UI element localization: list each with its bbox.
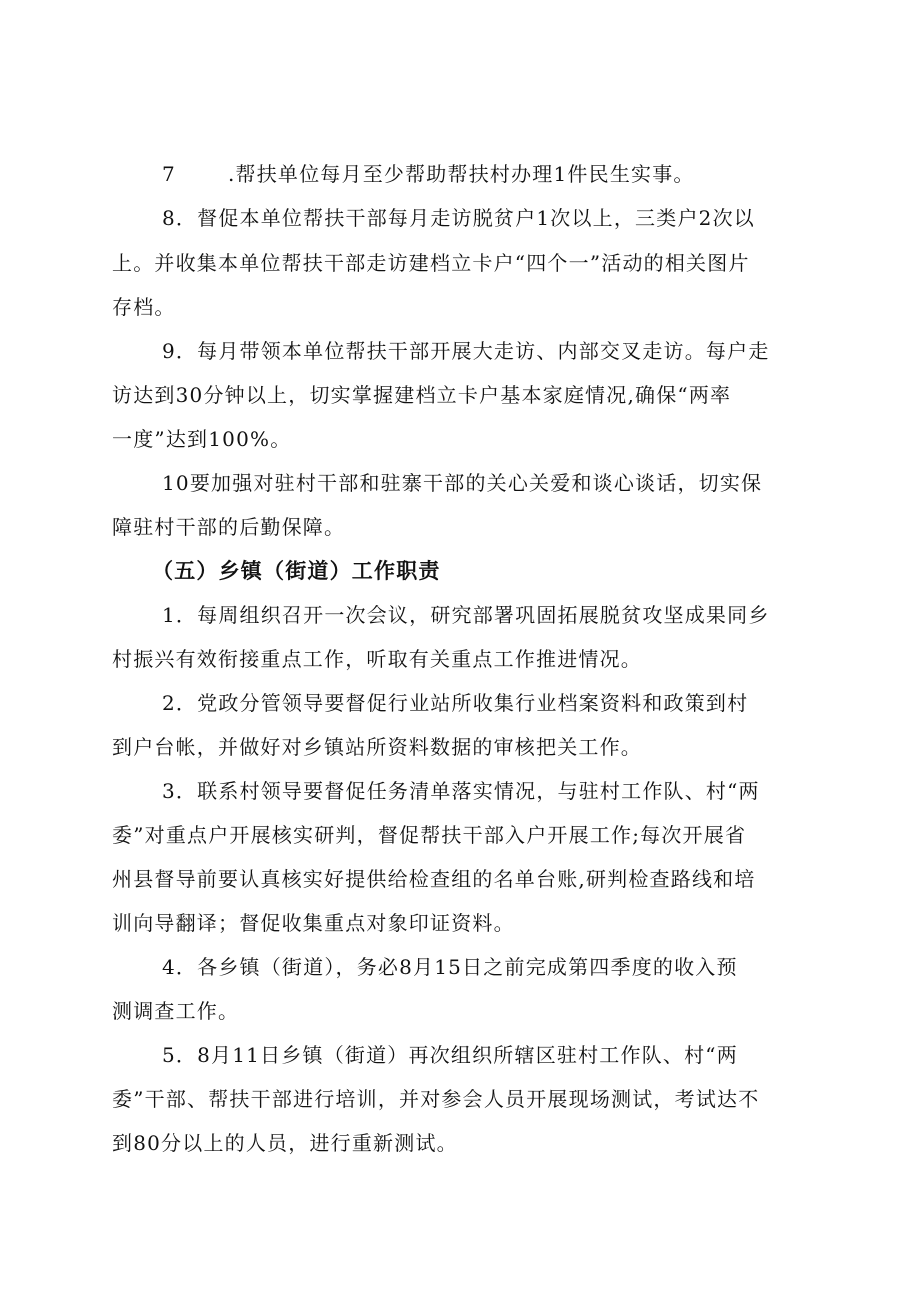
text-line: 存档。 [112,295,176,319]
text-line: 上。并收集本单位帮扶干部走访建档立卡户“四个一”活动的相关图片 [112,251,750,275]
item-number: 7 [162,162,176,186]
text-line: 州县督导前要认真核实好提供给检查组的名单台账,研判检查路线和培 [112,867,756,891]
text-line: 委”干部、帮扶干部进行培训，并对参会人员开展现场测试，考试达不 [112,1087,760,1111]
text-line: 委”对重点户开展核实研判，督促帮扶干部入户开展工作;每次开展省 [112,823,747,847]
text-line: 测调查工作。 [112,999,240,1023]
text-line: 障驻村干部的后勤保障。 [112,515,346,539]
text-line: 到户台帐，并做好对乡镇站所资料数据的审核把关工作。 [112,735,642,759]
text-line: 1．每周组织召开一次会议，研究部署巩固拓展脱贫攻坚成果同乡 [162,603,770,627]
text-line: 8．督促本单位帮扶干部每月走访脱贫户1次以上，三类户2次以 [162,206,755,230]
text-line: 村振兴有效衔接重点工作，听取有关重点工作推进情况。 [112,647,642,671]
section-heading: （五）乡镇（街道）工作职责 [152,559,441,583]
text-line: 5．8月11日乡镇（街道）再次组织所辖区驻村工作队、村“两 [162,1043,738,1067]
text-line: 一度”达到100%。 [112,427,292,451]
text-line: 10要加强对驻村干部和驻寨干部的关心关爱和谈心谈话，切实保 [162,471,763,495]
text-line: 2．党政分管领导要督促行业站所收集行业档案资料和政策到村 [162,691,749,715]
text-line: 9．每月带领本单位帮扶干部开展大走访、内部交叉走访。每户走 [162,339,770,363]
text-line: 训向导翻译；督促收集重点对象印证资料。 [112,911,515,935]
text-line: 访达到30分钟以上，切实掌握建档立卡户基本家庭情况,确保“两率 [112,383,732,407]
text-line: 4．各乡镇（街道），务必8月15日之前完成第四季度的收入预 [162,955,738,979]
text-line: 3．联系村领导要督促任务清单落实情况，与驻村工作队、村“两 [162,779,760,803]
item-text: .帮扶单位每月至少帮助帮扶村办理1件民生实事。 [227,162,695,186]
text-line: 到80分以上的人员，进行重新测试。 [112,1131,458,1155]
text-line [162,161,695,187]
